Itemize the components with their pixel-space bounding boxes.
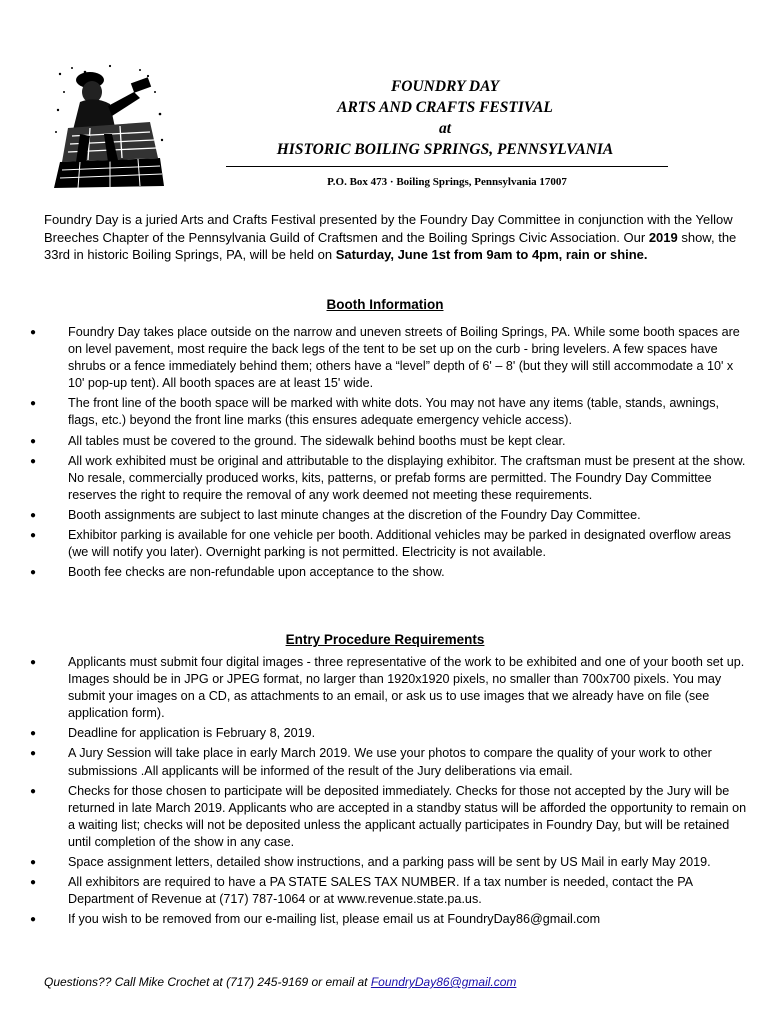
festival-logo	[50, 62, 168, 190]
list-item: ● Applicants must submit four digital images - three representative of the work to be exhibited and one of your booth set up. Images should be in JPG or JPEG format, no larger than 1920x1920 pixels, no smaller than 700x700 pixels. You may submit your images on a CD, as attachments to an email, or ask us to use images that we already have on file (see application form).	[28, 654, 748, 722]
intro-text-2: show, the 33rd in historic Boiling Springs, PA, will be held on	[44, 229, 737, 262]
footer-text: Questions?? Call Mike Crochet at (717) 245-9169 or email at	[44, 975, 371, 989]
list-item: ● Space assignment letters, detailed show instructions, and a parking pass will be sent by US Mail in early May 2019.	[28, 854, 748, 871]
mailing-address: P.O. Box 473 · Boiling Springs, Pennsylvania 17007	[327, 176, 567, 188]
entry-procedure-heading: Entry Procedure Requirements	[285, 632, 485, 647]
entry-procedure-list	[28, 654, 748, 931]
intro-date: Saturday, June 1st from 9am to 4pm, rain or shine.	[335, 247, 648, 262]
festival-title	[220, 76, 670, 160]
list-item: ● If you wish to be removed from our e-mailing list, please email us at FoundryDay86@gmail.com	[28, 911, 748, 928]
list-item: ● The front line of the booth space will be marked with white dots. You may not have any items (table, stands, awnings, flags, etc.) beyond the front line marks (this ensures adequate emergency vehicle access).	[28, 395, 748, 429]
title-line-2: ARTS AND CRAFTS FESTIVAL	[337, 99, 553, 116]
title-divider	[226, 166, 668, 167]
intro-text-1: Foundry Day is a juried Arts and Crafts Festival presented by the Foundry Day Committee in conjunction with the Yellow Breeches Chapter of the Pennsylvania Guild of Craftsmen and the Boiling Springs Civic Association. Our	[44, 212, 733, 245]
title-line-3: at	[438, 120, 452, 137]
foundry-worker-illustration	[50, 62, 168, 190]
list-item: ● Exhibitor parking is available for one vehicle per booth. Additional vehicles may be parked in designated overflow areas (we will notify you later). Overnight parking is not permitted. Electricity is not available.	[28, 527, 748, 561]
booth-information-list	[28, 324, 748, 584]
list-item: ● Checks for those chosen to participate will be deposited immediately. Checks for those not accepted by the Jury will be returned in late March 2019. Applicants who are accepted in a standby status will be afforded the opportunity to remain on a waiting list; checks will not be deposited unless the applicant actually participates in Foundry Day, but will be retained until completion of the show in any case.	[28, 783, 748, 851]
footer-email-link[interactable]: FoundryDay86@gmail.com	[370, 975, 517, 989]
list-item: ● All exhibitors are required to have a PA STATE SALES TAX NUMBER. If a tax number is needed, contact the PA Department of Revenue at (717) 787-1064 or at www.revenue.state.pa.us.	[28, 874, 748, 908]
intro-year: 2019	[648, 229, 678, 245]
list-item: ● A Jury Session will take place in early March 2019. We use your photos to compare the quality of your work to other submissions .All applicants will be informed of the result of the Jury deliberations via email.	[28, 745, 748, 779]
questions-footer	[44, 975, 744, 989]
title-line-1: FOUNDRY DAY	[390, 78, 500, 95]
list-item: ● Foundry Day takes place outside on the narrow and uneven streets of Boiling Springs, PA. While some booth spaces are on level pavement, most require the back legs of the tent to be set up on the curb - bring levelers. A few spaces have shrubs or a fence immediately behind them; others have a “level” depth of 6' – 8' (but they will still accommodate a 10' x 10' pop-up tent). All booth spaces are at least 15' wide.	[28, 324, 748, 392]
list-item: ● Booth fee checks are non-refundable upon acceptance to the show.	[28, 564, 748, 581]
list-item: ● All work exhibited must be original and attributable to the displaying exhibitor. The craftsman must be present at the show. No resale, commercially produced works, kits, patterns, or prefab forms are permitted. The Foundry Day Committee reserves the right to require the removal of any work deemed not meeting these requirements.	[28, 453, 748, 504]
intro-paragraph	[44, 211, 744, 264]
list-item: ● Booth assignments are subject to last minute changes at the discretion of the Foundry Day Committee.	[28, 507, 748, 524]
title-line-4: HISTORIC BOILING SPRINGS, PENNSYLVANIA	[276, 141, 614, 158]
list-item: ● Deadline for application is February 8, 2019.	[28, 725, 748, 742]
booth-information-heading: Booth Information	[326, 297, 444, 312]
list-item: ● All tables must be covered to the ground. The sidewalk behind booths must be kept clear.	[28, 433, 748, 450]
